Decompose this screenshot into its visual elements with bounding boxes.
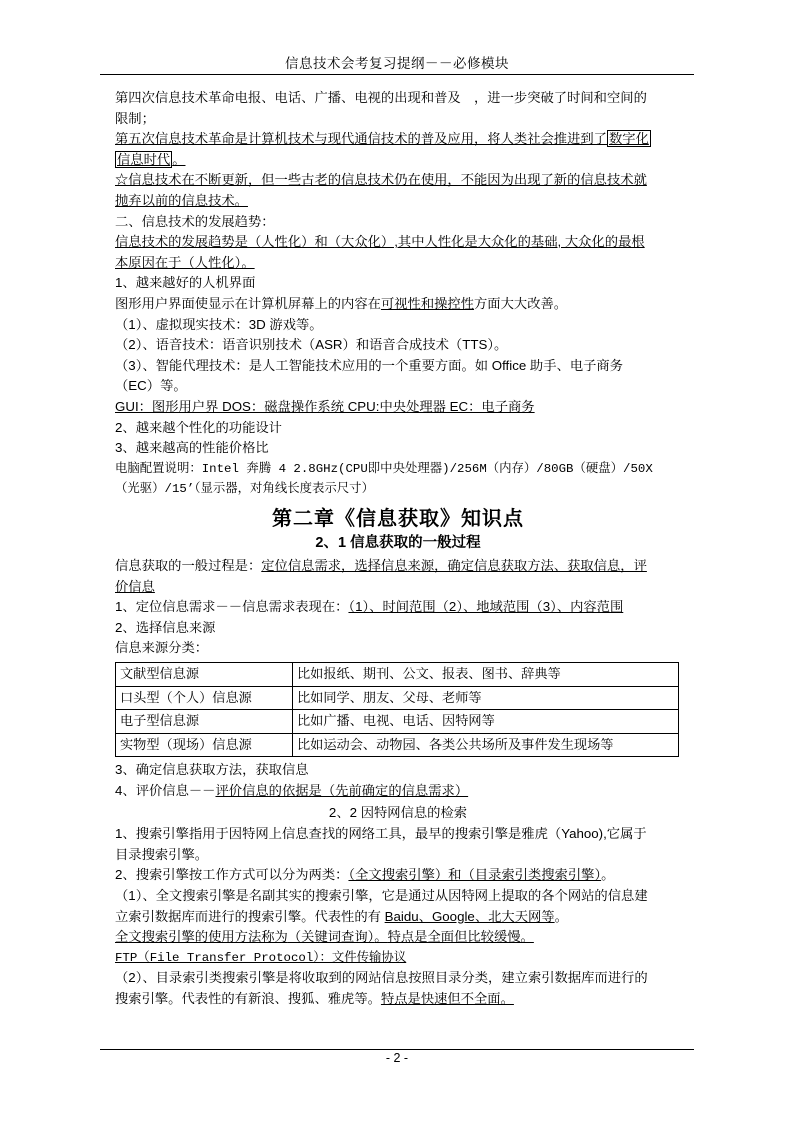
text-line: 信息来源分类： [115,640,209,656]
chapter-title: 第二章《信息获取》知识点 [272,507,524,530]
source-type-cell: 文献型信息源 [116,663,293,687]
text-line [115,907,681,928]
text-line: 1、搜索引擎指用于因特网上信息查找的网络工具，最早的搜索引擎是雅虎（Yahoo),它属于 [115,826,647,842]
text-line: 信息技术的发展趋势是（人性化）和（大众化）,其中人性化是大众化的基础, 大众化的最根 [115,234,645,250]
text-line: （2）、语音技术：语音识别技术（ASR）和语音合成技术（TTS）。 [115,337,508,353]
text-line [115,989,681,1010]
text-line: 本原因在于（人性化）。 [115,254,255,270]
text-span: 。 [601,867,615,883]
text-line: （2）、目录索引类搜索引擎是将收取到的网站信息按照目录分类，建立索引数据库而进行的 [115,970,648,986]
text-span: 可视性和操控性 [380,295,475,311]
table-row [116,686,679,710]
text-line: 3、越来越高的性能价格比 [115,440,269,456]
source-example-cell: 比如运动会、动物园、各类公共场所及事件发生现场等 [293,733,679,757]
text-line [115,294,681,315]
source-example-cell: 比如广播、电视、电话、因特网等 [293,710,679,734]
text-line: 1、越来越好的人机界面 [115,275,256,291]
text-line [115,556,681,577]
text-line: 第四次信息技术革命电报、电话、广播、电视的出现和普及 ，进一步突破了时间和空间的 [115,90,647,105]
text-span: 立索引数据库而进行的搜索引擎。代表性的有 [115,908,385,924]
text-line: 目录搜索引擎。 [115,846,209,862]
table-row [116,710,679,734]
text-line: FTP（File Transfer Protocol）：文件传输协议 [115,950,407,965]
text-line [115,150,681,171]
text-span: 特点是快速但不全面。 [380,990,514,1006]
text-line: 电脑配置说明：Intel 奔腾 4 2.8GHz(CPU即中央处理器)/256M（内存）/80GB（硬盘）/50X [115,461,653,476]
text-span: 方面大大改善。 [474,295,568,311]
header-divider [100,74,694,75]
source-type-cell: 实物型（现场）信息源 [116,733,293,757]
source-example-cell: 比如报纸、期刊、公文、报表、图书、辞典等 [293,663,679,687]
highlight-box: 信息时代 [117,151,171,167]
information-source-table [115,662,679,757]
highlight-box: 数字化 [608,131,649,147]
text-line [115,577,681,598]
text-span: 。 [554,908,568,924]
page-number: - 2 - [385,1051,409,1065]
text-span: 2、搜索引擎按工作方式可以分为两类： [115,867,349,883]
source-type-cell: 口头型（个人）信息源 [116,686,293,710]
text-line: 限制； [115,110,155,126]
text-span: 特点是全面但比较缓慢。 [387,929,534,945]
text-line [115,129,681,150]
text-span: 1、定位信息需求－－信息需求表现在： [115,599,349,615]
section-title: 2、1 信息获取的一般过程 [315,535,481,552]
text-line: 2、越来越个性化的功能设计 [115,419,282,435]
document-body [115,88,681,1010]
text-line: 二、信息技术的发展趋势： [115,213,275,229]
section-title: 2、2 因特网信息的检索 [328,804,468,820]
text-span: 4、评价信息－－ [115,783,216,798]
footer-divider [100,1049,694,1050]
text-line [115,781,681,802]
text-line: 2、选择信息来源 [115,619,216,635]
table-row [116,663,679,687]
page-header: 信息技术会考复习提纲－－必修模块 [285,56,509,71]
text-line [115,927,681,948]
text-line: （1）、全文搜索引擎是名副其实的搜索引擎，它是通过从因特网上提取的各个网站的信息建 [115,887,648,903]
text-line [115,597,681,618]
text-span: 定位信息需求，选择信息来源，确定信息获取方法、获取信息，评 [261,558,647,574]
text-span: 价信息 [115,578,155,594]
text-span: （关键词查询） [287,929,375,945]
text-span: 。 [172,151,186,167]
text-line: 抛弃以前的信息技术。 [115,192,248,208]
text-line: GUI：图形用户界 DOS：磁盘操作系统 CPU:中央处理器 EC：电子商务 [115,398,535,414]
text-span: （1）、时间范围（2）、地域范围（3）、内容范围 [348,599,624,615]
text-span: Baidu、Google、北大天网等 [384,908,555,924]
text-line [115,865,681,886]
text-span: 评价信息的依据是（先前确定的信息需求） [215,783,469,798]
text-line: 3、确定信息获取方法，获取信息 [115,762,309,778]
source-example-cell: 比如同学、朋友、父母、老师等 [293,686,679,710]
text-line: （光驱）/15’（显示器，对角线长度表示尺寸） [115,482,374,497]
text-span: （全文搜索引擎）和（目录索引类搜索引擎） [348,867,602,883]
text-span: 图形用户界面使显示在计算机屏幕上的内容在 [115,295,381,311]
text-span: 信息获取的一般过程是： [115,558,262,574]
text-line: ☆信息技术在不断更新，但一些古老的信息技术仍在使用，不能因为出现了新的信息技术就 [115,172,647,188]
text-line: （EC）等。 [115,378,187,394]
source-type-cell: 电子型信息源 [116,710,293,734]
text-span: 搜索引擎。代表性的有新浪、搜狐、雅虎等。 [115,990,381,1006]
text-line: （1）、虚拟现实技术：3D 游戏等。 [115,316,323,332]
text-span: 。 [374,929,388,945]
text-line: （3）、智能代理技术：是人工智能技术应用的一个重要方面。如 Office 助手、电子商务 [115,357,624,373]
text-span: 第五次信息技术革命是计算机技术与现代通信技术的普及应用，将人类社会推进到了 [115,131,607,147]
text-span: 全文搜索引擎的使用方法称为 [115,929,288,945]
table-row [116,733,679,757]
